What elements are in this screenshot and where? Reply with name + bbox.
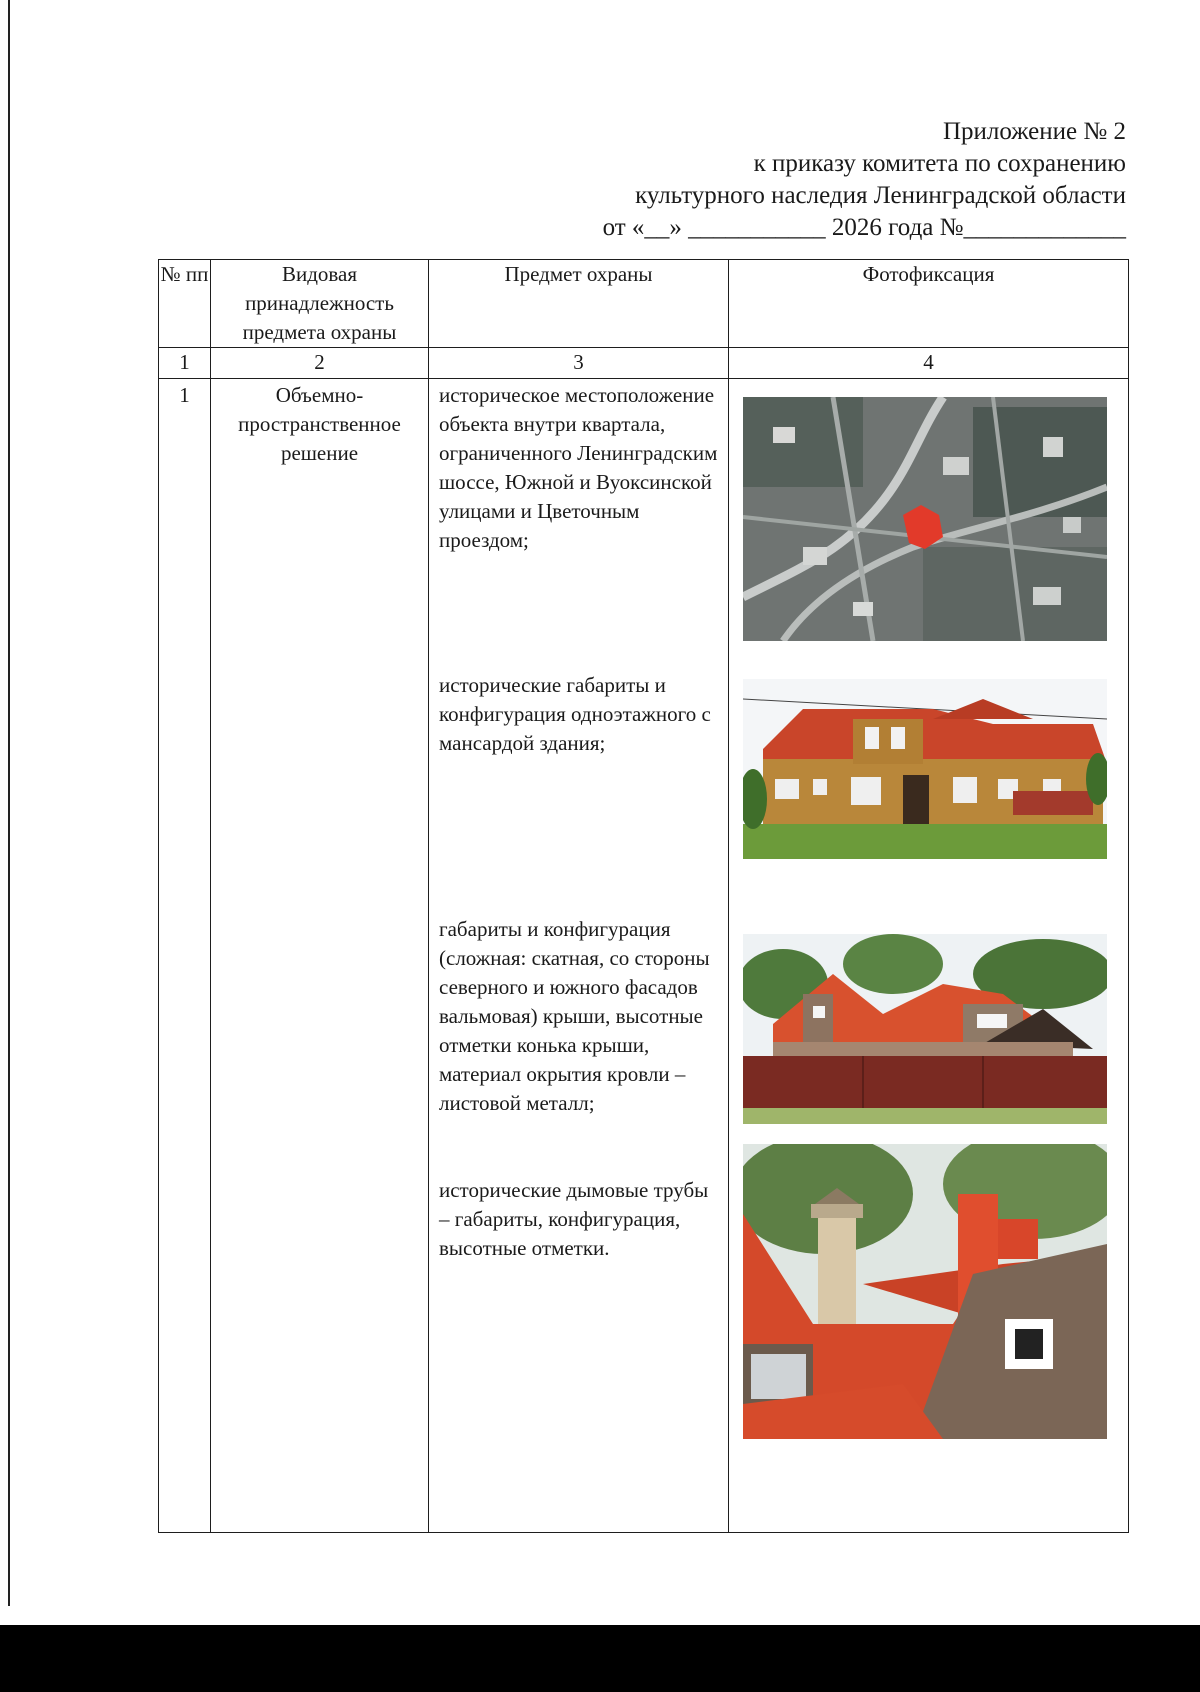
protection-subject-table: [158, 259, 1129, 1533]
appendix-order-line: к приказу комитета по сохранению: [753, 150, 1126, 177]
table-header-row: [159, 260, 1129, 348]
header-subject: Предмет охраны: [429, 260, 729, 348]
header-number: № пп: [159, 260, 211, 348]
building-facade-photo: [743, 679, 1107, 859]
page-edge-rule: [8, 0, 10, 1620]
subject-location-text: историческое местоположение объекта внутри квартала, ограниченного Ленинградским шоссе, Южной и Вуоксинской улицами и Цветочным проездом;: [439, 383, 718, 552]
column-number-row: [159, 348, 1129, 379]
subject-roof-text: габариты и конфигурация (сложная: скатная, со стороны северного и южного фасадов вальмовая) крыши, высотные отметки конька крыши, материал окрытия кровли – листовой металл;: [439, 917, 710, 1115]
appendix-header: [486, 116, 1126, 244]
appendix-title: Приложение № 2: [942, 118, 1126, 145]
chimney-photo: [743, 1144, 1107, 1439]
appendix-date-line: от «__» ___________ 2026 года №_____________: [602, 214, 1126, 241]
table-row: [159, 379, 1129, 1533]
header-photo: Фотофиксация: [729, 260, 1129, 348]
roof-view-photo: [743, 934, 1107, 1124]
subject-chimney-text: исторические дымовые трубы – габариты, конфигурация, высотные отметки.: [439, 1178, 709, 1260]
appendix-committee-line: культурного наследия Ленинградской области: [635, 182, 1126, 209]
column-number: 2: [211, 348, 429, 379]
aerial-map-photo: [743, 397, 1107, 641]
scan-bottom-band: [0, 1625, 1200, 1692]
row-subjects: [429, 379, 729, 1533]
column-number: 3: [429, 348, 729, 379]
column-number: 4: [729, 348, 1129, 379]
row-photos: [729, 379, 1129, 1533]
column-number: 1: [159, 348, 211, 379]
row-type: Объемно-пространственное решение: [211, 379, 429, 1533]
page-bottom-margin: [0, 1606, 1200, 1626]
row-number: 1: [159, 379, 211, 1533]
header-type: Видовая принадлежность предмета охраны: [211, 260, 429, 348]
subject-dimensions-text: исторические габариты и конфигурация одноэтажного с мансардой здания;: [439, 673, 711, 755]
